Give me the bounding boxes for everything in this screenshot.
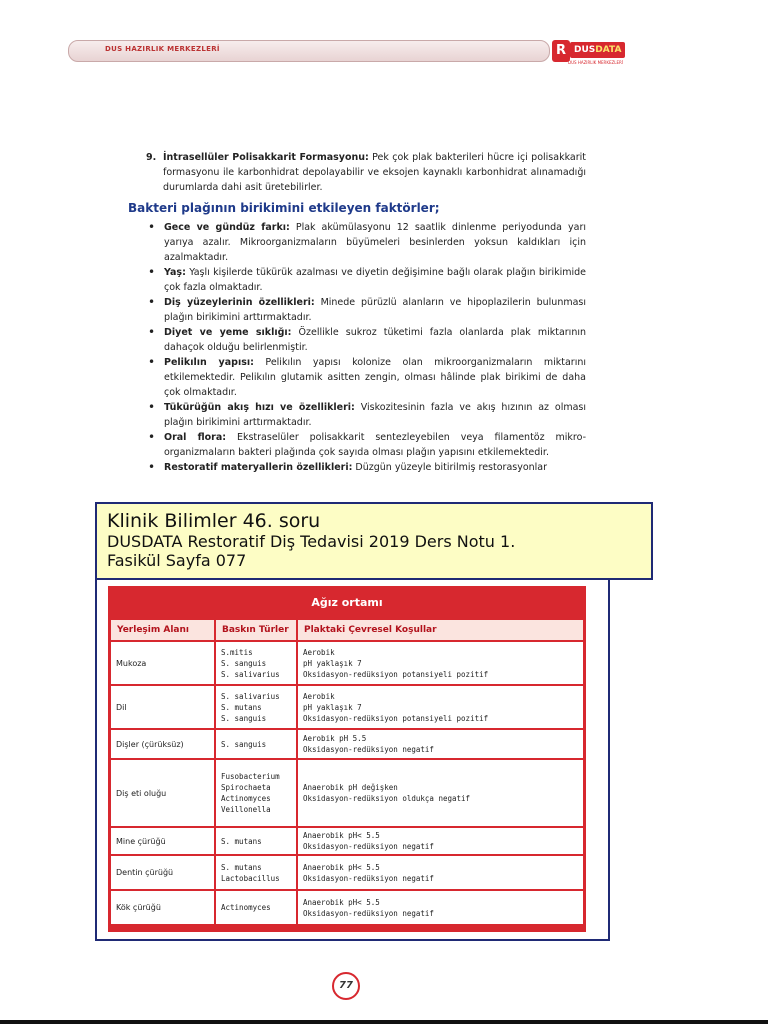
conditions-text: Aerobik pH 5.5 Oksidasyon-redüksiyon negatif (303, 734, 434, 754)
conditions-text: Anaerobik pH< 5.5 Oksidasyon-redüksiyon negatif (303, 862, 434, 883)
logo-data: DATA (595, 45, 622, 55)
page-content (128, 150, 587, 475)
table-title: Ağız ortamı (311, 596, 383, 609)
source-note-line-2: DUSDATA Restoratif Diş Tedavisi 2019 Ders Notu 1. (107, 532, 516, 551)
conditions-text: Aerobik pH yaklaşık 7 Oksidasyon-redüksiyon potansiyeli pozitif (303, 647, 489, 679)
list-item (146, 460, 586, 475)
cell-site (111, 686, 214, 728)
site-text: Kök çürüğü (116, 903, 161, 912)
species-text: Fusobacterium Spirochaeta Actinomyces Veillonella (221, 772, 280, 814)
table-row (108, 730, 586, 758)
site-text: Mukoza (116, 658, 147, 668)
item-9-number: 9. (146, 152, 157, 163)
factor-text: Minede pürüzlü alanların ve hipoplazilerin bulunması plağın birikimini arttırmaktadır. (164, 297, 587, 323)
table-row (108, 828, 586, 854)
factor-title: Diyet ve yeme sıklığı: (164, 327, 292, 338)
cell-species (216, 856, 296, 889)
cell-site (111, 856, 214, 889)
header-bar (68, 40, 550, 62)
species-text: S. salivarius S. mutans S. sanguis (221, 691, 280, 723)
cell-species (216, 760, 296, 826)
conditions-text: Aerobik pH yaklaşık 7 Oksidasyon-redüksiyon potansiyeli pozitif (303, 691, 489, 723)
header-conditions: Plaktaki Çevresel Koşullar (298, 620, 583, 640)
list-item (146, 400, 586, 430)
factor-text: Yaşlı kişilerde tükürük azalması ve diyetin değişimine bağlı olarak plağın birikimide çok fazla olmaktadır. (164, 267, 586, 293)
list-item (146, 265, 586, 295)
table-row (108, 760, 586, 826)
factor-title: Oral flora: (164, 432, 227, 443)
site-text: Mine çürüğü (116, 836, 166, 846)
species-text: S. mutans (221, 836, 262, 846)
list-item (146, 430, 586, 460)
list-item (146, 355, 586, 400)
factor-title: Restoratif materyallerin özellikleri: (164, 462, 353, 473)
cell-site (111, 828, 214, 854)
dusdata-logo (548, 32, 626, 72)
table-row (108, 642, 586, 684)
factor-title: Gece ve gündüz farkı: (164, 222, 290, 233)
site-text: Dentin çürüğü (116, 868, 174, 877)
item-9-text: Pek çok plak bakterileri hücre içi polisakkarit formasyonu ile karbonhidrat depolayabilir ve eksojen kaynaklı karbonhidrat alınamadığı durumlarda dahi asit üretebilirler. (163, 152, 587, 193)
table-row (108, 856, 586, 889)
species-text: S. sanguis (221, 739, 267, 749)
cell-conditions (298, 856, 583, 889)
factor-text: Pelikılın yapısı kolonize olan mikroorganizmaların miktarını etkilemektedir. Pelikılın glutamik asitten zengin, olması hâlinde plak birikimi de daha çok olmaktadır. (164, 357, 586, 398)
item-9-title: İntrasellüler Polisakkarit Formasyonu: (163, 152, 369, 163)
list-item (146, 295, 586, 325)
factors-list (146, 220, 586, 475)
factor-text: Ekstraselüler polisakkarit sentezleyebilen veya filamentöz mikro-organizmaların bakteri plağında çok sayıda olması plağın yapısını etkilemektedir. (164, 432, 586, 458)
species-text: Actinomyces (221, 903, 271, 912)
cell-site (111, 730, 214, 758)
list-item (146, 220, 586, 265)
factor-text: Düzgün yüzeyle bitirilmiş restorasyonlar (352, 462, 548, 473)
source-note-line-1: Klinik Bilimler 46. soru (107, 510, 321, 532)
factor-text: Viskozitesinin fazla ve akış hızının az olması plağın birikimini arttırmaktadır. (164, 402, 587, 428)
logo-dus: DUS (574, 45, 596, 55)
conditions-text: Anaerobik pH< 5.5 Oksidasyon-redüksiyon negatif (303, 897, 434, 918)
item-9-paragraph (163, 150, 586, 195)
item-9 (146, 150, 586, 195)
factor-title: Diş yüzeylerinin özellikleri: (164, 297, 315, 308)
factor-title: Yaş: (164, 267, 186, 278)
factor-title: Pelikılın yapısı: (164, 357, 254, 368)
cell-species (216, 891, 296, 924)
table-row (108, 686, 586, 728)
cell-species (216, 828, 296, 854)
logo-tagline: DUS HAZIRLIK MERKEZLERİ (568, 60, 623, 65)
cell-conditions (298, 760, 583, 826)
conditions-text: Anaerobik pH değişken Oksidasyon-redüksiyon oldukça negatif (303, 783, 471, 803)
header-species: Baskın Türler (216, 620, 296, 640)
cell-conditions (298, 686, 583, 728)
cell-conditions (298, 642, 583, 684)
header-site: Yerleşim Alanı (111, 620, 214, 640)
cell-site (111, 760, 214, 826)
cell-conditions (298, 730, 583, 758)
factor-text: Özellikle sukroz tüketimi fazla olanlarda plak miktarının dahaçok olduğu belirlenmiştir. (164, 327, 586, 353)
cell-conditions (298, 828, 583, 854)
factor-text: Plak akümülasyonu 12 saatlik dinlenme periyodunda yarı yarıya azalır. Mikroorganizmaların büyümeleri besinlerden yoksun kaldıkları için azalmaktadır. (164, 222, 586, 263)
cell-site (111, 891, 214, 924)
list-item (146, 325, 586, 355)
source-note-line-3: Fasikül Sayfa 077 (107, 551, 247, 570)
site-text: Dil (116, 702, 127, 712)
factor-title: Tükürüğün akış hızı ve özellikleri: (164, 402, 355, 413)
site-text: Dişler (çürüksüz) (116, 739, 184, 749)
species-text: S. mutans Lactobacillus (221, 862, 280, 883)
cell-site (111, 642, 214, 684)
mouth-environment-table (108, 586, 586, 932)
logo-wordmark (570, 42, 625, 58)
source-note-box (95, 502, 653, 580)
section-heading: Bakteri plağının birikimini etkileyen faktörler; (128, 201, 440, 215)
header-title: DUS HAZIRLIK MERKEZLERİ (105, 45, 220, 53)
logo-mark-icon: R (552, 40, 570, 62)
site-text: Diş eti oluğu (116, 788, 167, 798)
species-text: S.mitis S. sanguis S. salivarius (221, 647, 280, 679)
cell-species (216, 686, 296, 728)
cell-conditions (298, 891, 583, 924)
cell-species (216, 642, 296, 684)
cell-species (216, 730, 296, 758)
table-row (108, 891, 586, 924)
conditions-text: Anaerobik pH< 5.5 Oksidasyon-redüksiyon negatif (303, 831, 434, 851)
page-number: 77 (332, 972, 360, 1000)
bottom-divider (0, 1020, 768, 1024)
